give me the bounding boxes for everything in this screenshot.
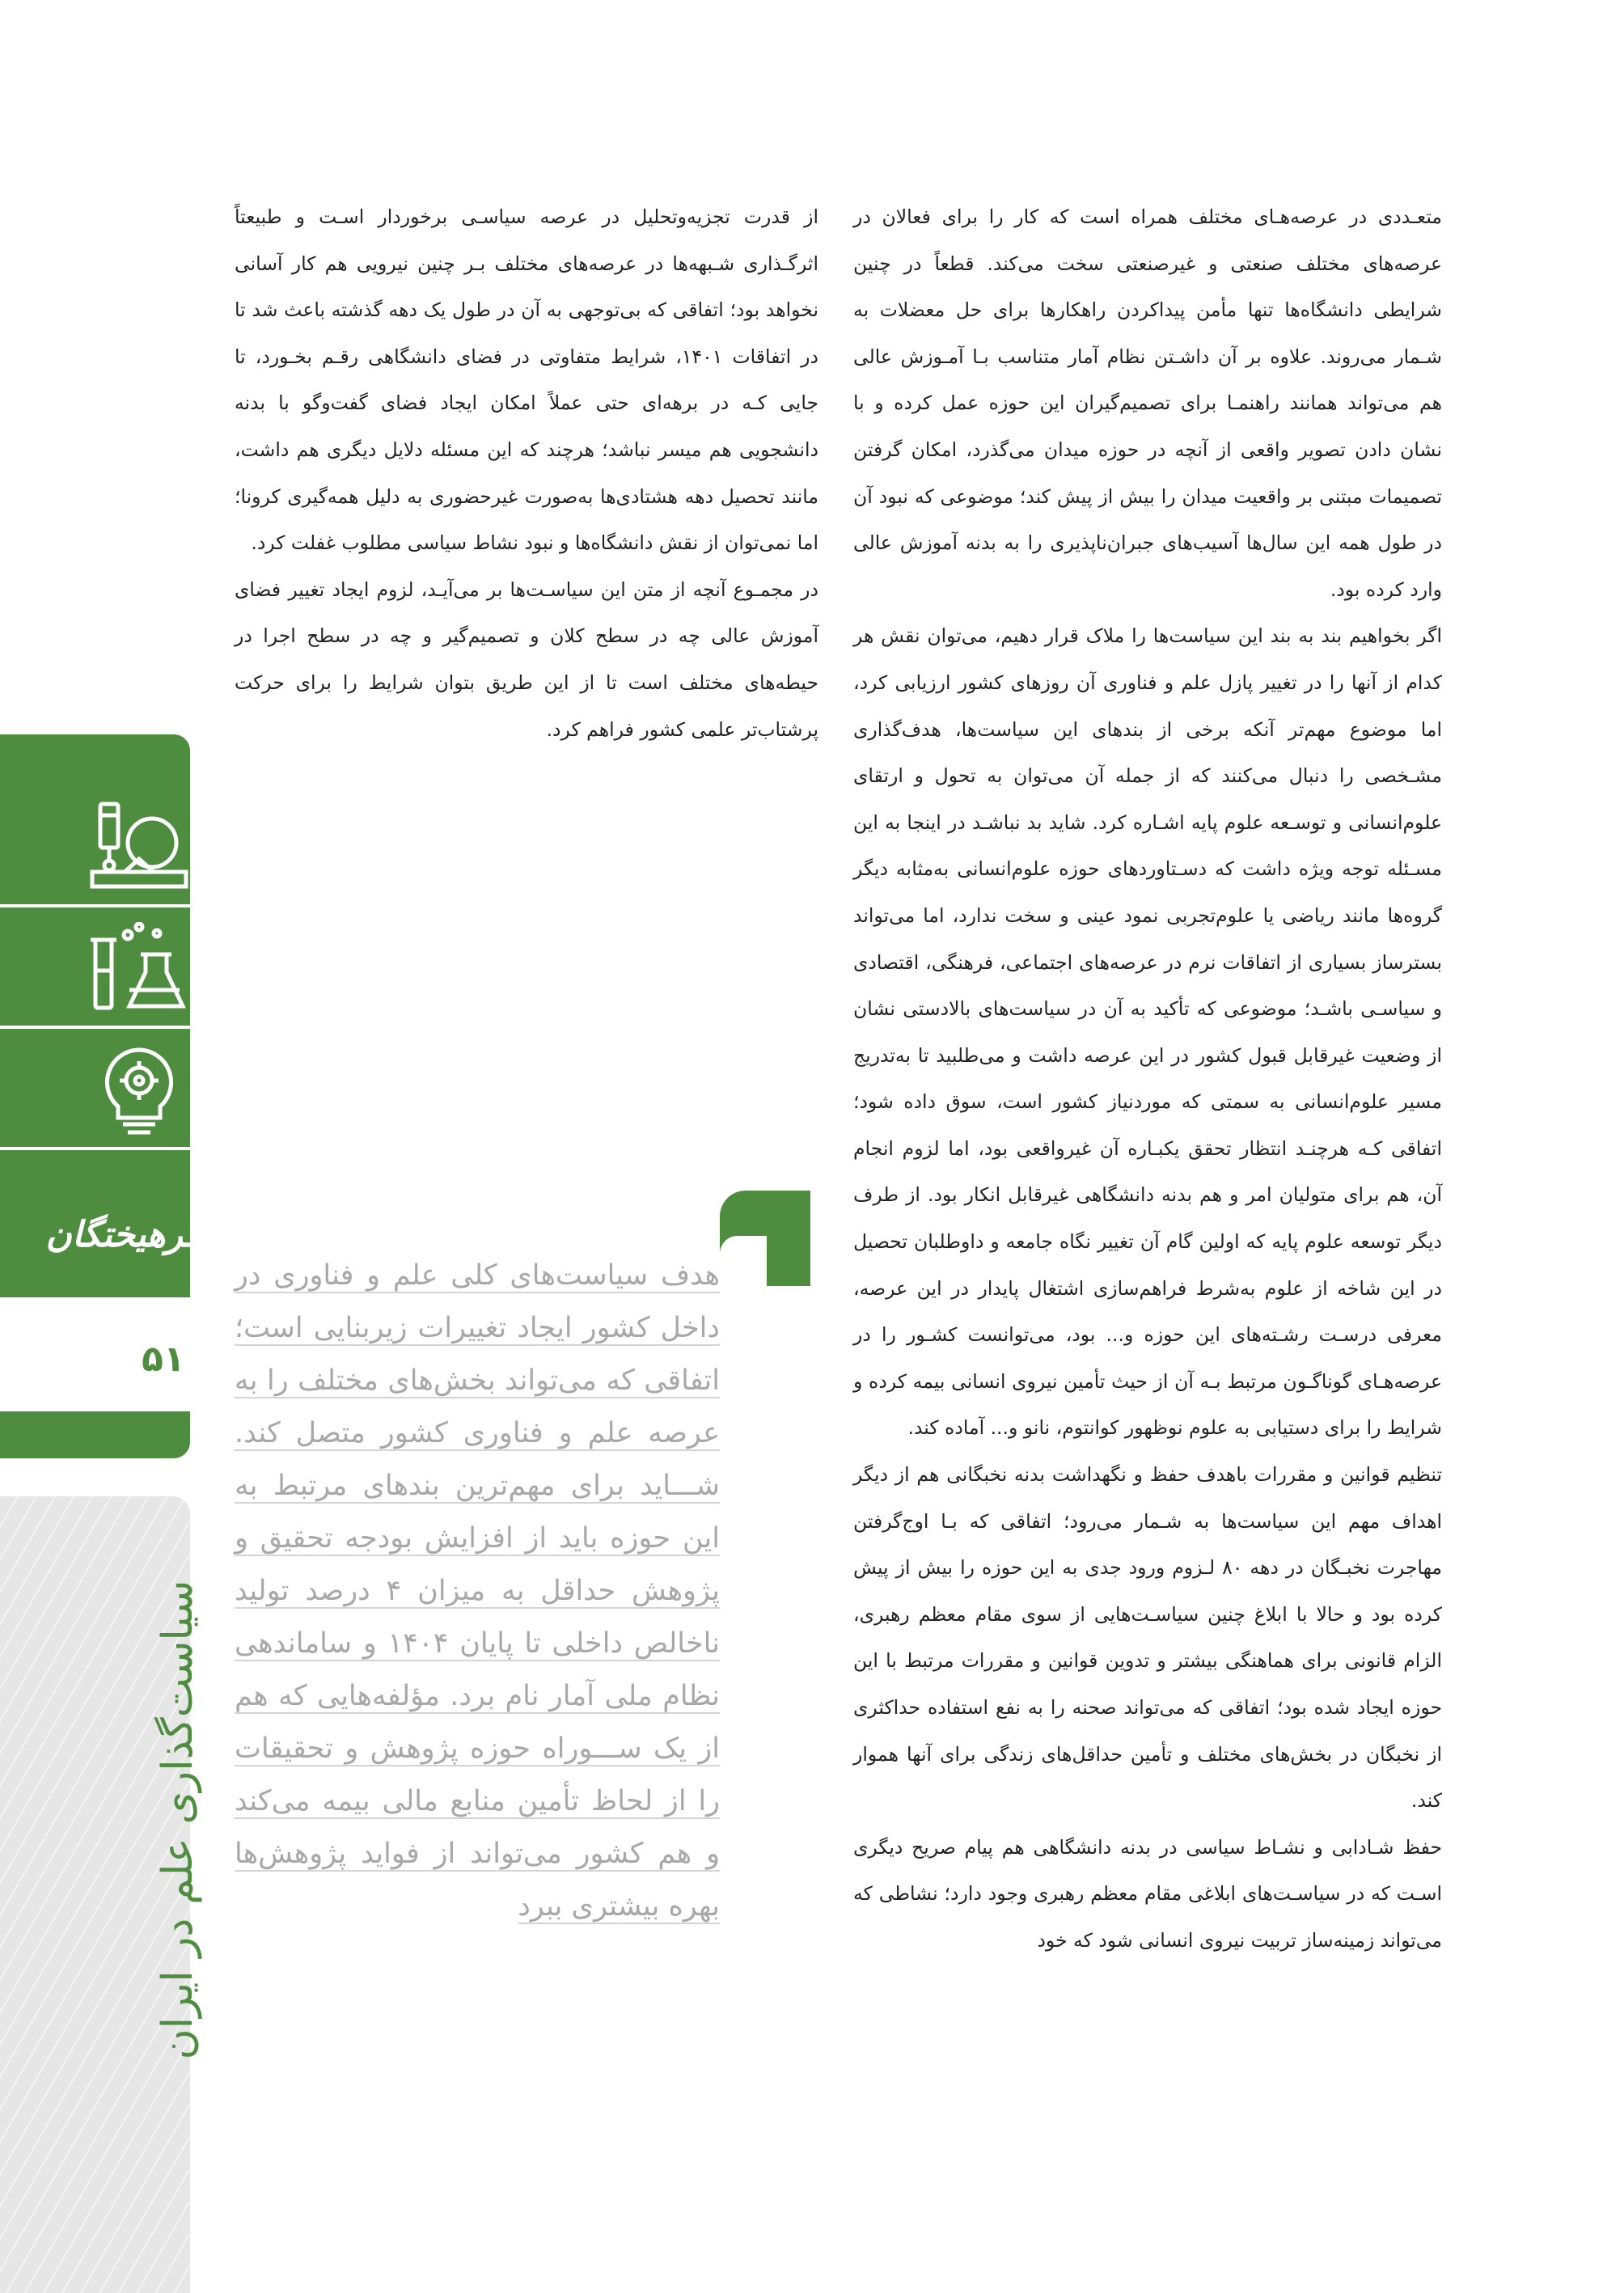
sidebar-divider <box>0 904 190 907</box>
paragraph: تنظیم قوانین و مقررات باهدف حفظ و نگهداشت بدنه نخبگانی هم از دیگر اهداف مهم این سیاست‌ها به شـمار می‌رود؛ اتفاقی که بـا اوج‌گرفتن مهاجرت نخبـگان در دهه ۸۰ لـزوم ورود جدی به این حوزه را بیش از پیش کرده بود و حالا با ابلاغ چنین سیاسـت‌هایی از سوی مقام معظم رهبری، الزام قانونی برای هماهنگی بیشتر و تدوین قوانین و مقررات مرتبط با این حوزه ایجاد شده بود؛ اتفاقی که می‌تواند صحنه را به نفع استفاده حداکثری از نخبگان در بخش‌های مختلف و تأمین حداقل‌های زندگی برای آنها هموار کند. <box>853 1463 1442 1813</box>
sidebar-divider <box>0 1147 190 1150</box>
article-column-left <box>235 194 818 753</box>
paragraph: اگر بخواهیم بند به بند این سیاست‌ها را ملاک قرار دهیم، می‌توان نقش هر کدام از آنها را در تغییر پازل علم و فناوری آن روزهای کشور ارزیابی کرد، اما موضوع مهم‌تر آنکه برخی از بندهای این سیاست‌ها، هدف‌گذاری مشـخصی را دنبال می‌کنند که از جمله آن می‌توان به تحول و ارتقای علوم‌انسانی و توسـعه علوم پایه اشـاره کرد. شاید بد نباشـد در اینجا به این مسـئله توجه ویژه داشت که دسـتاوردهای حوزه علوم‌انسانی به‌مثابه دیگر گروه‌ها مانند ریاضی یا علوم‌تجربی نمود عینی و سخت ندارد، اما می‌تواند بسترساز بسیاری از اتفاقات نرم در عرصه‌های اجتماعی، فرهنگی، اقتصادی و سیاسـی باشـد؛ موضوعی که تأکید به آن در سیاست‌های بالادستی نشان از وضعیت غیرقابل قبول کشور در این عرصه داشت و می‌طلبید تا به‌تدریج مسیر علوم‌انسانی به سمتی که موردنیاز کشور است، سوق داده شود؛ اتفاقی کـه هرچنـد انتظار تحقق یکبـاره آن غیرواقعی بود، اما لزوم انجام آن، هم برای متولیان امر و هم بدنه دانشگاهی غیرقابل انکار بود. از طرف دیگر توسعه علوم پایه که اولین گام آن تغییر نگاه جامعه و داوطلبان تحصیل در این شاخه از علوم به‌شرط فراهم‌سازی اشتغال پایدار در این عرصه، معرفی درسـت رشـته‌های این حوزه و... بود، می‌توانست کشـور را در عرصه‌هـای گوناگـون مرتبط بـه آن از حیث تأمین نیروی انسانی بیمه کرده و شرایط را برای دستیابی به علوم نوظهور کوانتوم، نانو و... آماده کند. <box>853 624 1442 1440</box>
pull-quote-text: هدف سیاست‌های کلی علم و فناوری در داخل کشور ایجاد تغییرات زیربنایی است؛ اتفاقی که می‌تواند بخش‌های مختلف را به عرصه علم و فناوری کشور متصل کند. شـــاید برای مهم‌ترین بندهای مرتبط به این حوزه باید از افزایش بودجه تحقیق و پژوهش حداقل به میزان ۴ درصد تولید ناخالص داخلی تا پایان ۱۴۰۴ و ساماندهی نظام ملی آمار نام برد. مؤلفه‌هایی که هم از یک ســـوراه حوزه پژوهش و تحقیقات را از لحاظ تأمین منابع مالی بیمه می‌کند و هم کشور می‌تواند از فواید پژوهش‌ها بهره بیشتری ببرد <box>235 1259 721 1923</box>
section-title: سیاست‌گذاری علم در ایران <box>154 1580 202 2060</box>
pull-quote <box>235 1250 720 1933</box>
paragraph: از قدرت تجزیه‌وتحلیل در عرصه سیاسـی برخوردار اسـت و طبیعتاً اثرگـذاری شـبهه‌ها در عرصه‌های مختلف بـر چنین نیرویی هم کار آسانی نخواهد بود؛ اتفاقی که بی‌توجهی به آن در طول یک دهه گذشته باعث شد تا در اتفاقات ۱۴۰۱، شرایط متفاوتی در فضای دانشگاهی رقـم بخـورد، تا جایی کـه در برهه‌ای حتی عملاً امکان ایجاد فضای گفت‌وگو با بدنه دانشجویی هم میسر نباشد؛ هرچند که این مسئله دلایل دیگری هم داشت، مانند تحصیل دهه هشتادی‌ها به‌صورت غیرحضوری به دلیل همه‌گیری کرونا؛ اما نمی‌توان از نقش دانشگاه‌ها و نبود نشاط سیاسی مطلوب غفلت کرد. <box>235 205 818 555</box>
lab-flask-icon <box>89 922 189 1022</box>
paragraph: حفظ شـادابی و نشـاط سیاسی در بدنه دانشگاهی هم پیام صریح دیگری اسـت که در سیاسـت‌های ابلاغی مقام معظم رهبری وجود دارد؛ نشاطی که می‌تواند زمینه‌ساز تربیت نیروی انسانی شود که خود <box>853 1835 1442 1952</box>
magazine-brand-logo: فرهیختگان <box>45 1214 202 1255</box>
lightbulb-gear-icon <box>89 1043 189 1144</box>
paragraph: در مجمـوع آنچه از متن این سیاسـت‌ها بر می‌آیـد، لزوم ایجاد تغییر فضای آموزش عالی چه در سطح کلان و تصمیم‌گیر و چه در سطح اجرا در حیطه‌های مختلف است تا از این طریق بتوان شرایط را برای حرکت پرشتاب‌تر علمی کشور فراهم کرد. <box>235 577 818 741</box>
page-number: ۵۱ <box>142 1339 185 1380</box>
microscope-icon <box>89 801 189 897</box>
paragraph: متعـددی در عرصه‌هـای مختلف همراه است که کار را برای فعالان در عرصه‌های مختلف صنعتی و غیرصنعتی سخت می‌کند. قطعاً در چنین شرایطی دانشگاه‌ها تنها مأمن پیداکردن راهکارها برای حل معضلات به شـمار می‌روند. علاوه بر آن داشـتن نظام آمار متناسب بـا آمـوزش عالی هم می‌تواند همانند راهنمـا برای تصمیم‌گیران این حوزه عمل کرده و با نشان دادن تصویر واقعی از آنچه در حوزه میدان می‌گذرد، امکان گرفتن تصمیمات مبتنی بر واقعیت میدان را بیش از پیش کند؛ موضوعی که نبود آن در طول همه این سال‌ها آسیب‌های جبران‌ناپذیری را به بدنه آموزش عالی وارد کرده بود. <box>853 205 1442 601</box>
quote-bracket-decoration <box>720 1191 810 1286</box>
article-column-right <box>853 194 1442 1965</box>
sidebar-green-footer <box>0 1411 190 1458</box>
sidebar-divider <box>0 1026 190 1029</box>
